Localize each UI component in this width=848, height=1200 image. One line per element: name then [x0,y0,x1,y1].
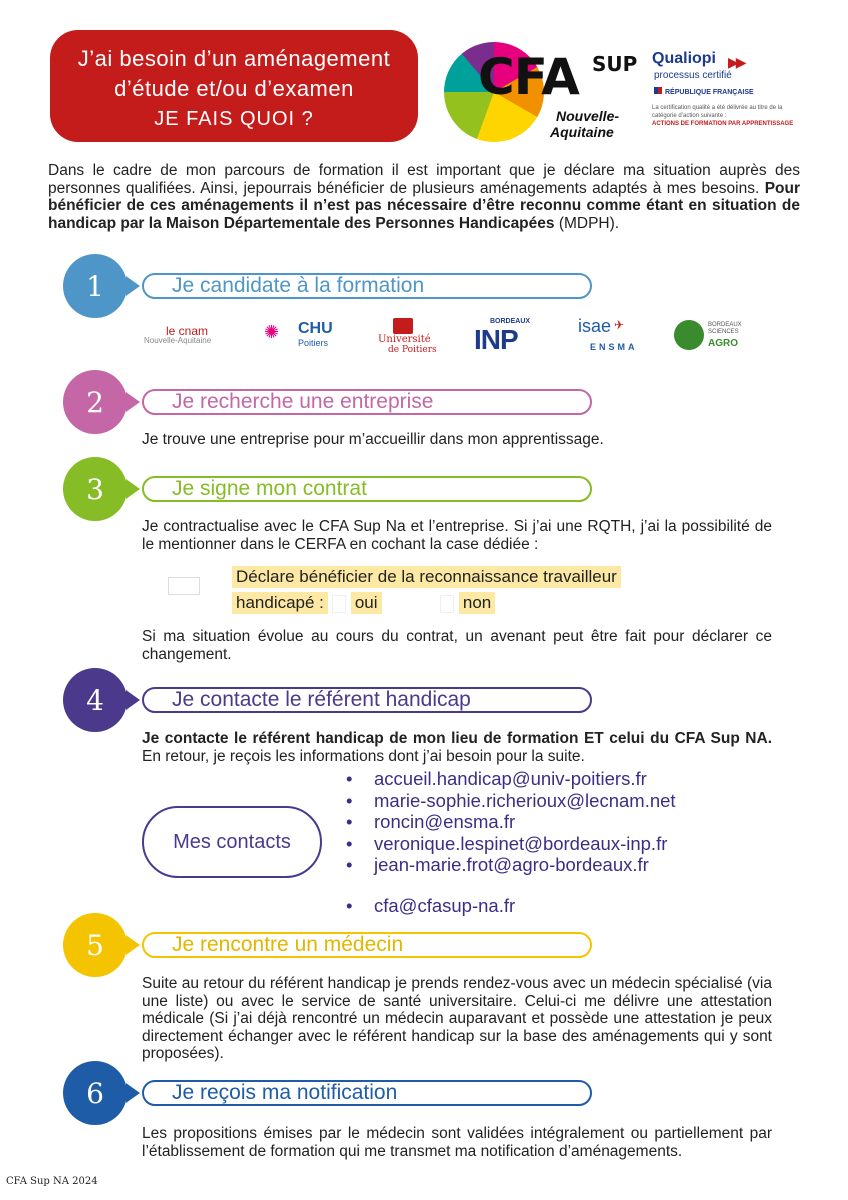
step-6-label: Je reçois ma notification [172,1081,398,1104]
isae-plane-icon: ✈ [614,318,625,332]
step-5-circle: 5 [63,913,127,977]
contact-email-link[interactable]: roncin@ensma.fr [374,811,516,832]
republique-francaise: RÉPUBLIQUE FRANÇAISE [654,87,754,96]
agro-logo: AGRO [708,338,738,349]
title-line-1: J’ai besoin d’un aménagement [77,46,391,71]
step-2-text: Je trouve une entreprise pour m’accueillir dans mon apprentissage. [142,431,604,448]
cerfa-non-label: non [459,592,495,614]
univ-poitiers-logo: Université [378,334,431,345]
contact-item: • accueil.handicap@univ-poitiers.fr [346,768,647,789]
agro-logo-top: BORDEAUX SCIENCES [708,322,742,335]
cfa-email-link[interactable]: cfa@cfasup-na.fr [374,894,516,916]
step-1-arrow-icon [126,276,140,296]
agro-leaf-icon [674,320,704,350]
step-6-circle: 6 [63,1061,127,1125]
step-6-arrow-icon [126,1083,140,1103]
title-line-2: d’étude et/ou d’examen [114,76,354,101]
contact-email-link[interactable]: jean-marie.frot@agro-bordeaux.fr [374,854,649,875]
isae-logo: isae [578,316,612,336]
qualiopi-actions: ACTIONS DE FORMATION PAR APPRENTISSAGE [652,121,794,127]
ensma-logo: ENSMA [590,342,638,352]
contact-item: • roncin@ensma.fr [346,811,516,832]
step-2-arrow-icon [126,392,140,412]
chu-logo: CHU [298,320,333,337]
title-banner [50,30,418,142]
step-1-label: Je candidate à la formation [172,274,425,297]
cerfa-handicape-label: handicapé : [232,592,328,614]
qualiopi-logo: Qualiopi [652,50,716,67]
cfa-logo-text: CFA [478,48,579,106]
step-3-label: Je signe mon contrat [172,477,367,500]
cerfa-oui-label: oui [351,592,382,614]
contact-item: • cfa@cfasup-na.fr [346,894,516,916]
step-5-text: Suite au retour du référent handicap je prends rendez-vous avec un médecin spécialisé (via une liste) ou avec le service de santé universitaire. Celui-ci me délivre une attestation médicale (Si j’ai déjà rencontré un médecin auparavant et possède une attestation je peux directement échanger avec le référent handicap sur la base des aménagements qui y sont proposées). [142,975,772,1062]
contact-item: • marie-sophie.richerioux@lecnam.net [346,789,676,811]
contact-item: • veronique.lespinet@bordeaux-inp.fr [346,832,668,854]
cfa-logo-region-2: Aquitaine [550,124,614,140]
step-1-circle: 1 [63,254,127,318]
cerfa-empty-box [168,577,200,595]
cerfa-checkbox-oui[interactable] [332,595,346,613]
footer-note: CFA Sup NA 2024 [6,1176,98,1187]
step-4-circle: 4 [63,668,127,732]
step-3-text: Je contractualise avec le CFA Sup Na et l’entreprise. Si j’ai une RQTH, j’ai la possibilité de le mentionner dans le CERFA en cochant la case dédiée : [142,518,772,553]
step-3-text-2: Si ma situation évolue au cours du contrat, un avenant peut être fait pour déclarer ce changement. [142,628,772,663]
qualiopi-subtitle: processus certifié [654,70,732,81]
contact-list [346,768,676,916]
univ-poitiers-crest-icon [393,318,413,334]
qualiopi-arrows-icon: ▶▶ [728,54,744,70]
cfa-logo-region-1: Nouvelle- [556,108,620,124]
contact-email-link[interactable]: accueil.handicap@univ-poitiers.fr [374,768,647,789]
chu-logo-icon: ✺ [264,322,280,342]
cerfa-line-1: Déclare bénéficier de la reconnaissance travailleur [232,566,621,588]
contact-email-link[interactable]: veronique.lespinet@bordeaux-inp.fr [374,832,668,854]
univ-poitiers-logo-sub: de Poitiers [388,345,437,355]
step-3-arrow-icon [126,479,140,499]
cfa-logo-sup: SUP [592,52,638,76]
qualiopi-certification-text: La certification qualité a été délivrée au titre de la catégorie d’action suivante : [652,105,783,119]
contact-item: • jean-marie.frot@agro-bordeaux.fr [346,854,649,875]
bordeaux-inp-logo: INP [474,324,518,355]
contacts-title: Mes contacts [142,806,322,878]
bordeaux-inp-top: BORDEAUX [490,318,531,325]
cnam-logo-sub: Nouvelle-Aquitaine [144,336,212,345]
step-2-label: Je recherche une entreprise [172,390,434,413]
step-5-arrow-icon [126,935,140,955]
chu-logo-sub: Poitiers [298,338,329,348]
cerfa-checkbox-non[interactable] [440,595,454,613]
cerfa-extract [232,566,708,614]
title-line-3: JE FAIS QUOI ? [154,108,314,130]
step-4-text: Je contacte le référent handicap de mon lieu de formation ET celui du CFA Sup NA. En retour, je reçois les informations dont j’ai besoin pour la suite. [142,730,772,765]
step-4-label: Je contacte le référent handicap [172,688,471,711]
intro-paragraph: Dans le cadre de mon parcours de formation il est important que je déclare ma situation auprès des personnes qualifiées. Ainsi, jepourrais bénéficier de plusieurs aménagements adaptés à mes besoins. Pour bénéficier de ces aménagements il n’est pas nécessaire d’être reconnu comme étant en situation de handicap par la Maison Départementale des Personnes Handicapées (MDPH). [48,162,800,232]
step-4-arrow-icon [126,690,140,710]
step-6-text: Les propositions émises par le médecin sont validées intégralement ou partiellement par l’établissement de formation qui me transmet ma notification d’aménagements. [142,1125,772,1160]
step-3-circle: 3 [63,457,127,521]
contact-email-link[interactable]: marie-sophie.richerioux@lecnam.net [374,789,676,811]
step-5-label: Je rencontre un médecin [172,933,404,956]
step-2-circle: 2 [63,370,127,434]
cnam-logo: le cnam [166,324,209,338]
